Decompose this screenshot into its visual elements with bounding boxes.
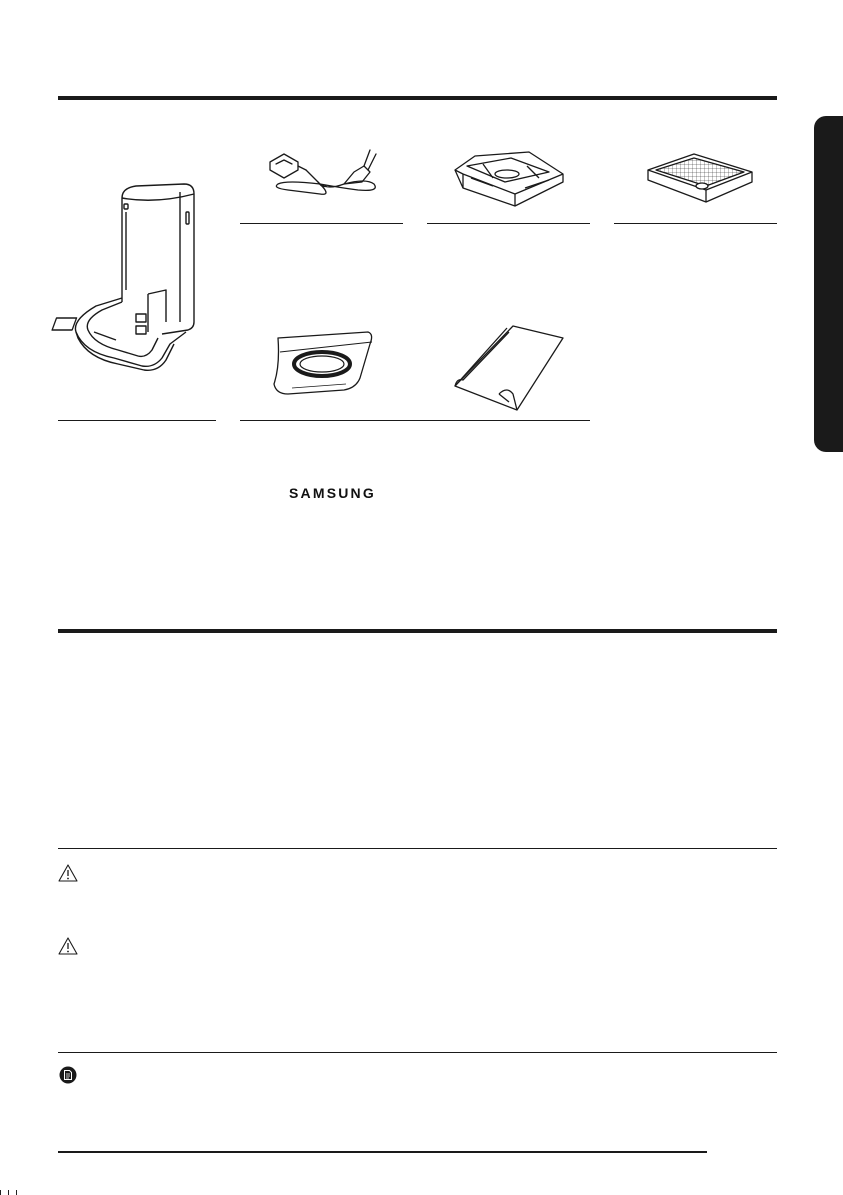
power-cord-icon — [262, 144, 386, 206]
station-label-rule — [58, 420, 216, 421]
warning-icon — [58, 937, 78, 955]
section-top-rule — [58, 96, 777, 100]
warning-icon — [58, 864, 78, 882]
footer-rule — [58, 1151, 707, 1153]
section-divider-rule — [58, 629, 777, 633]
manual-icon — [451, 324, 565, 410]
ramp-label-rule — [427, 223, 590, 224]
crop-mark — [16, 1190, 17, 1195]
note-icon — [59, 1066, 77, 1084]
crop-mark — [0, 1190, 1, 1195]
accessories-label-rule — [240, 420, 590, 421]
power-cord-label-rule — [240, 223, 403, 224]
ramp-plate-icon — [453, 150, 565, 208]
crop-mark — [8, 1190, 9, 1195]
warning-box-top-rule — [58, 848, 777, 849]
dust-bag-icon — [272, 330, 376, 396]
filter-icon — [644, 152, 756, 208]
note-box-top-rule — [58, 1052, 777, 1053]
filter-label-rule — [614, 223, 777, 224]
brand-logo: SAMSUNG — [289, 485, 376, 501]
section-tab — [814, 116, 843, 452]
station-icon — [66, 182, 216, 372]
